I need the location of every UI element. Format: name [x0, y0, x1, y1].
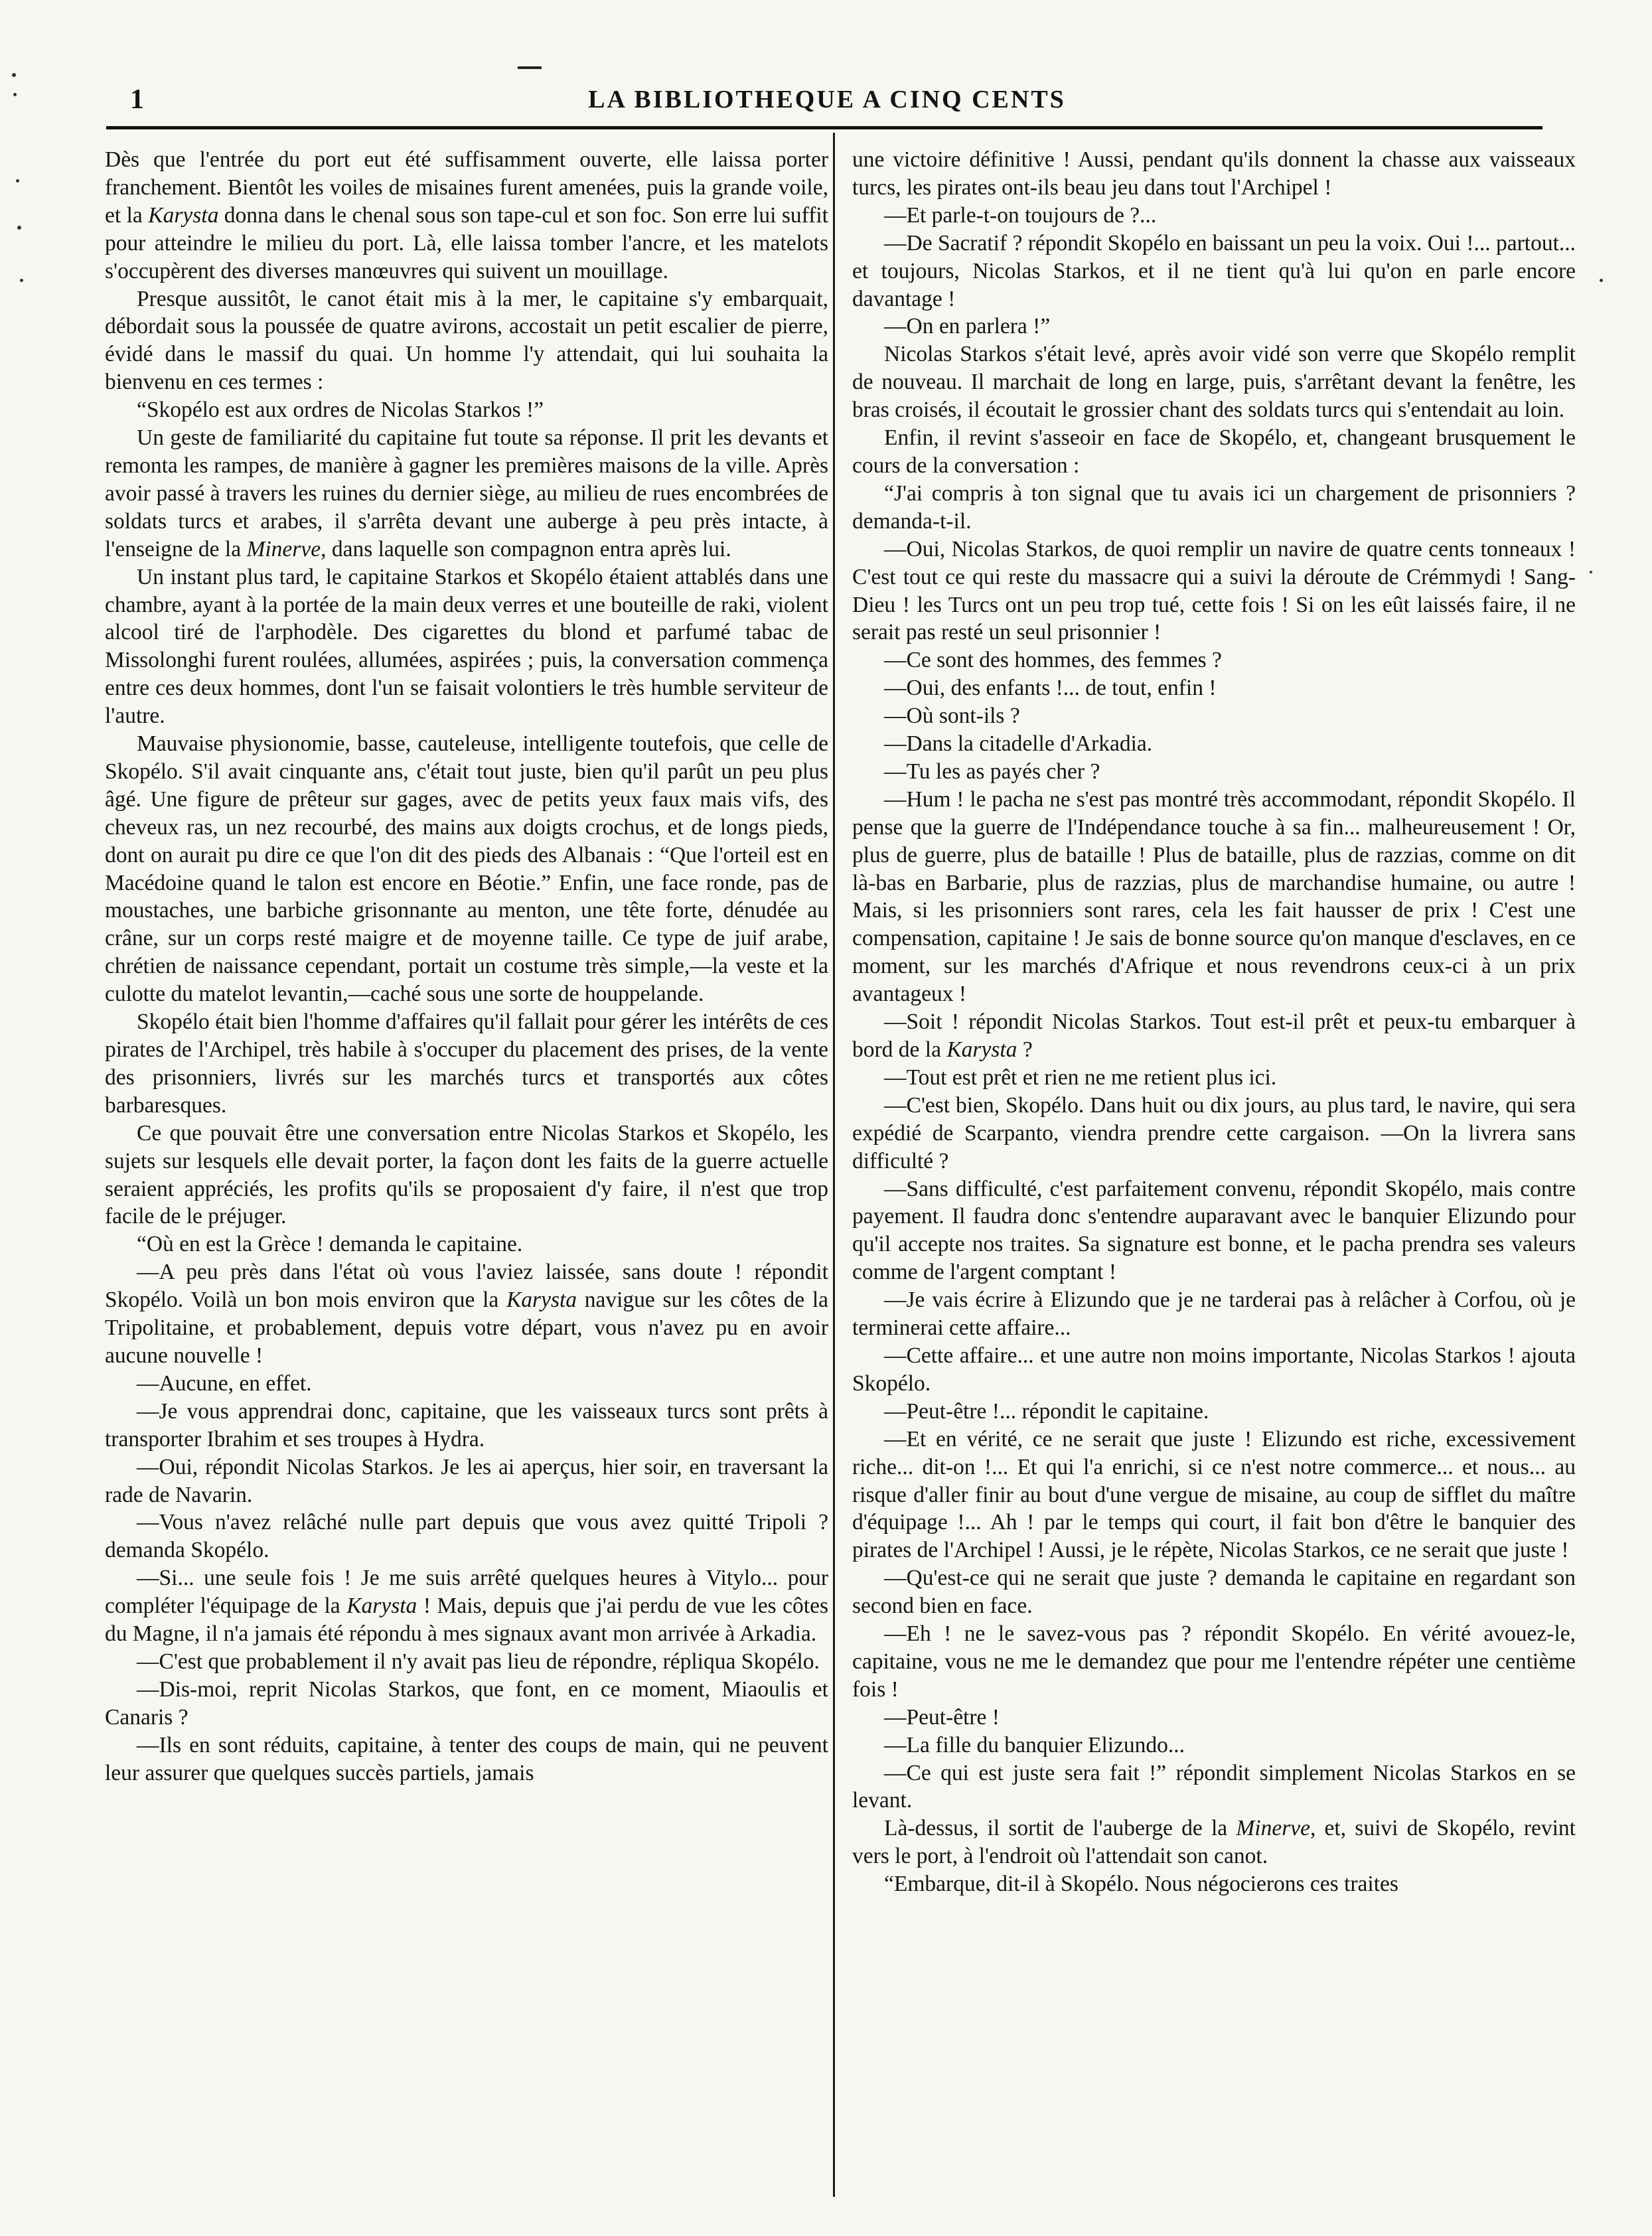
- paragraph: —De Sacratif ? répondit Skopélo en baissant un peu la voix. Oui !... partout... et toujours, Nicolas Starkos, et il ne tient qu'à lui qu'on en parle encore davantage !: [852, 230, 1576, 311]
- page-number: 1: [130, 84, 144, 115]
- ship-or-inn-name: Karysta: [946, 1037, 1017, 1062]
- ship-or-inn-name: Karysta: [506, 1288, 577, 1313]
- ship-or-inn-name: Karysta: [148, 202, 219, 228]
- paragraph: —Je vous apprendrai donc, capitaine, que les vaisseaux turcs sont prêts à transporter Ibrahim et ses troupes à Hydra.: [105, 1398, 828, 1452]
- paragraph: —Et en vérité, ce ne serait que juste ! Elizundo est riche, excessivement riche... dit-on !... Et qui l'a enrichi, si ce n'est notre commerce... et nous... au risque d'aller finir au bout d'une vergue de misaine, au coup de sifflet du maître d'équipage !... Ah ! par le temps qui court, il fait bon d'être le banquier des pirates de l'Archipel ! Aussi, je le répète, Nicolas Starkos, ce ne serait que juste !: [852, 1426, 1576, 1563]
- ink-dash-mark: [518, 66, 542, 69]
- ship-or-inn-name: Karysta: [346, 1594, 417, 1619]
- paragraph: “Embarque, dit-il à Skopélo. Nous négocierons ces traites: [884, 1872, 1398, 1897]
- paragraph: —Où sont-ils ?: [884, 704, 1020, 729]
- paragraph: —Vous n'avez relâché nulle part depuis que vous avez quitté Tripoli ? demanda Skopélo.: [105, 1510, 828, 1563]
- paragraph: Là-dessus, il sortit de l'auberge de la Minerve, et, suivi de Skopélo, revint vers le port, à l'endroit où l'attendait son canot.: [852, 1816, 1576, 1869]
- paragraph: Nicolas Starkos s'était levé, après avoir vidé son verre que Skopélo remplit de nouveau. Il marchait de long en large, puis, s'arrêtant devant la fenêtre, les bras croisés, il écoutait le grossier chant des soldats turcs qui s'entendait au loin.: [852, 342, 1576, 423]
- paragraph: “Skopélo est aux ordres de Nicolas Starkos !”: [137, 398, 544, 423]
- paragraph: Presque aussitôt, le canot était mis à la mer, le capitaine s'y embarquait, débordait sous la poussée de quatre avirons, accostait un petit escalier de pierre, évidé dans le massif du quai. Un homme l'y attendait, qui lui souhaita la bienvenu en ces termes :: [105, 286, 828, 395]
- paragraph: —C'est bien, Skopélo. Dans huit ou dix jours, au plus tard, le navire, qui sera expédié de Scarpanto, viendra prendre cette cargaison. —On la livrera sans difficulté ?: [852, 1092, 1576, 1173]
- paragraph: —C'est que probablement il n'y avait pas lieu de répondre, répliqua Skopélo.: [137, 1649, 820, 1674]
- paragraph: —Hum ! le pacha ne s'est pas montré très accommodant, répondit Skopélo. Il pense que la guerre de l'Indépendance touche à sa fin... malheureusement ! Or, plus de guerre, plus de bataille ! Plus de bataille, plus de razzias, comme on dit là-bas en Barbarie, plus de razzias, plus de marchandise humaine, ou autre ! Mais, si les prisonniers sont rares, cela les fait hausser de prix ! C'est une compensation, capitaine ! Je sais de bonne source qu'on manque d'esclaves, en ce moment, sur les marchés d'Afrique et nous revendrons ceux-ci à un prix avantageux !: [852, 786, 1576, 1007]
- paragraph: —Soit ! répondit Nicolas Starkos. Tout est-il prêt et peux-tu embarquer à bord de la Karysta ?: [852, 1009, 1576, 1062]
- paragraph: —Qu'est-ce qui ne serait que juste ? demanda le capitaine en regardant son second bien en face.: [852, 1566, 1576, 1619]
- right-column: [852, 146, 1576, 2197]
- paragraph: —Je vais écrire à Elizundo que je ne tarderai pas à relâcher à Corfou, où je terminerai cette affaire...: [852, 1288, 1576, 1341]
- ship-or-inn-name: Minerve: [246, 536, 321, 561]
- journal-title: LA BIBLIOTHEQUE A CINQ CENTS: [588, 86, 1066, 113]
- paragraph: —Et parle-t-on toujours de ?...: [884, 202, 1157, 228]
- paragraph: —La fille du banquier Elizundo...: [884, 1732, 1185, 1757]
- paragraph: Skopélo était bien l'homme d'affaires qu'il fallait pour gérer les intérêts de ces pirates de l'Archipel, très habile à s'occuper du placement des prises, de la vente des prisonniers, livrés sur les marchés turcs et transportés aux côtes barbaresques.: [105, 1009, 828, 1118]
- page-header: [130, 82, 1524, 122]
- paragraph: Un geste de familiarité du capitaine fut toute sa réponse. Il prit les devants et remonta les rampes, de manière à gagner les premières maisons de la ville. Après avoir passé à travers les ruines du dernier siège, au milieu de rues encombrées de soldats turcs et arabes, il s'arrêta devant une auberge à peu près intacte, à l'enseigne de la Minerve, dans laquelle son compagnon entra après lui.: [105, 425, 828, 561]
- paragraph: Ce que pouvait être une conversation entre Nicolas Starkos et Skopélo, les sujets sur lesquels elle devait porter, la façon dont les faits de la guerre actuelle seraient appréciés, les profits qu'ils se proposaient d'y faire, il n'est que trop facile de le préjuger.: [105, 1120, 828, 1229]
- paragraph: Enfin, il revint s'asseoir en face de Skopélo, et, changeant brusquement le cours de la conversation :: [852, 425, 1576, 478]
- paragraph: —Dis-moi, reprit Nicolas Starkos, que font, en ce moment, Miaoulis et Canaris ?: [105, 1677, 828, 1730]
- paragraph: “J'ai compris à ton signal que tu avais ici un chargement de prisonniers ? demanda-t-il.: [852, 481, 1576, 534]
- ship-or-inn-name: Minerve: [1236, 1816, 1310, 1841]
- paragraph: —Sans difficulté, c'est parfaitement convenu, répondit Skopélo, mais contre payement. Il faudra donc s'entendre auparavant avec le banquier Elizundo pour qu'il accepte nos traites. Sa signature est bonne, et le pacha prendra ses valeurs comme de l'argent comptant !: [852, 1176, 1576, 1285]
- paragraph: —On en parlera !”: [884, 314, 1051, 339]
- paragraph: —Oui, Nicolas Starkos, de quoi remplir un navire de quatre cents tonneaux ! C'est tout ce qui reste du massacre qui a suivi la déroute de Crémmydi ! Sang-Dieu ! les Turcs ont un peu trop tué, cette fois ! Si on les eût laissés faire, il ne serait pas resté un seul prisonnier !: [852, 536, 1576, 645]
- paragraph: —Oui, des enfants !... de tout, enfin !: [884, 676, 1217, 701]
- paragraph: —Tu les as payés cher ?: [884, 759, 1100, 784]
- paragraph: —Eh ! ne le savez-vous pas ? répondit Skopélo. En vérité avouez-le, capitaine, vous ne me le demandez que pour me l'entendre répéter une centième fois !: [852, 1621, 1576, 1702]
- paragraph: —Peut-être !... répondit le capitaine.: [884, 1398, 1209, 1424]
- paragraph: —Ce qui est juste sera fait !” répondit simplement Nicolas Starkos en se levant.: [852, 1760, 1576, 1813]
- paragraph: —Si... une seule fois ! Je me suis arrêté quelques heures à Vitylo... pour compléter l'équipage de la Karysta ! Mais, depuis que j'ai perdu de vue les côtes du Magne, il n'a jamais été répondu à mes signaux avant mon arrivée à Arkadia.: [105, 1566, 828, 1647]
- paragraph: Mauvaise physionomie, basse, cauteleuse, intelligente toutefois, que celle de Skopélo. S'il avait cinquante ans, c'était tout juste, bien qu'il parût un peu plus âgé. Une figure de prêteur sur gages, avec de petits yeux faux mais vifs, des cheveux ras, un nez recourbé, des mains aux doigts crochus, et de longs pieds, dont on aurait pu dire ce que l'on dit des pieds des Albanais : “Que l'orteil est en Macédoine quand le talon est encore en Béotie.” Enfin, une face ronde, pas de moustaches, une barbiche grisonnante au menton, une tête forte, dénudée au crâne, sur un corps resté maigre et de moyenne taille. Ce type de juif arabe, chrétien de naissance cependant, portait un costume très simple,—la veste et la culotte du matelot levantin,—caché sous une sorte de houppelande.: [105, 731, 828, 1007]
- column-divider: [833, 133, 835, 2197]
- paragraph: —Peut-être !: [884, 1704, 1000, 1730]
- paragraph: —Oui, répondit Nicolas Starkos. Je les ai aperçus, hier soir, en traversant la rade de Navarin.: [105, 1454, 828, 1507]
- paragraph: Un instant plus tard, le capitaine Starkos et Skopélo étaient attablés dans une chambre, ayant à la portée de la main deux verres et une bouteille de raki, violent alcool tiré de l'arphodèle. Des cigarettes du blond et parfumé tabac de Missolonghi furent roulées, allumées, aspirées ; puis, la conversation commença entre ces deux hommes, dont l'un se faisait volontiers le très humble serviteur de l'autre.: [105, 564, 828, 729]
- paragraph: “Où en est la Grèce ! demanda le capitaine.: [137, 1232, 523, 1257]
- paragraph: —Tout est prêt et rien ne me retient plus ici.: [884, 1065, 1277, 1090]
- paragraph: Dès que l'entrée du port eut été suffisamment ouverte, elle laissa porter franchement. Bientôt les voiles de misaines furent amenées, puis la grande voile, et la Karysta donna dans le chenal sous son tape-cul et son foc. Son erre lui suffit pour atteindre le milieu du port. Là, elle laissa tomber l'ancre, et les matelots s'occupèrent des diverses manœuvres qui suivent un mouillage.: [105, 147, 828, 283]
- paragraph: une victoire définitive ! Aussi, pendant qu'ils donnent la chasse aux vaisseaux turcs, les pirates ont-ils beau jeu dans tout l'Archipel !: [852, 147, 1576, 200]
- paragraph: —A peu près dans l'état où vous l'aviez laissée, sans doute ! répondit Skopélo. Voilà un bon mois environ que la Karysta navigue sur les côtes de la Tripolitaine, et probablement, depuis votre départ, vous n'avez pu en avoir aucune nouvelle !: [105, 1260, 828, 1368]
- left-column: [105, 146, 828, 2197]
- header-rule: [106, 126, 1542, 129]
- paragraph: —Cette affaire... et une autre non moins importante, Nicolas Starkos ! ajouta Skopélo.: [852, 1343, 1576, 1396]
- paragraph: —Dans la citadelle d'Arkadia.: [884, 731, 1153, 757]
- paragraph: —Ils en sont réduits, capitaine, à tenter des coups de main, qui ne peuvent leur assurer que quelques succès partiels, jamais: [105, 1732, 828, 1785]
- paragraph: —Ce sont des hommes, des femmes ?: [884, 648, 1222, 673]
- paragraph: —Aucune, en effet.: [137, 1371, 312, 1396]
